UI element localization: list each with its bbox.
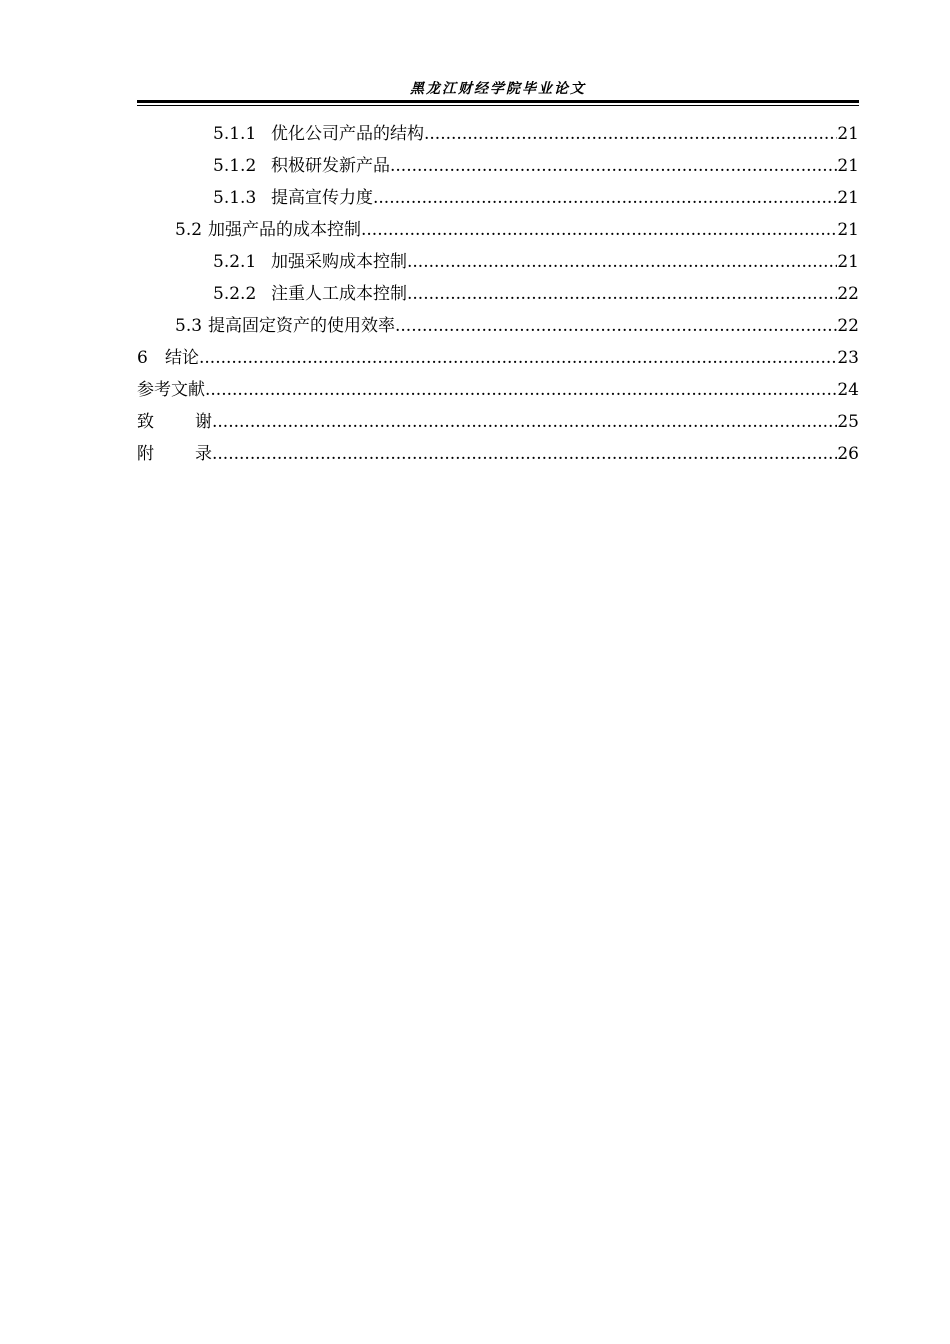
toc-entry[interactable] bbox=[213, 278, 859, 310]
toc-dot-leader bbox=[390, 150, 837, 182]
toc-dot-leader bbox=[199, 342, 837, 374]
toc-entry-title: 结论 bbox=[165, 348, 199, 368]
toc-entry-title bbox=[137, 406, 212, 438]
toc-entry-title: 参考文献 bbox=[137, 380, 205, 400]
header-rule-thin bbox=[137, 105, 859, 106]
toc-dot-leader bbox=[212, 438, 837, 470]
toc-dot-leader bbox=[361, 214, 837, 246]
toc-entry-title: 加强采购成本控制 bbox=[271, 252, 407, 272]
toc-entry-number: 5.3 bbox=[175, 316, 203, 336]
toc-entry[interactable] bbox=[137, 374, 859, 406]
toc-entry-page: 22 bbox=[837, 284, 859, 304]
toc-entry-title: 优化公司产品的结构 bbox=[271, 124, 424, 144]
page-header bbox=[137, 78, 859, 104]
toc-entry-title: 注重人工成本控制 bbox=[271, 284, 407, 304]
toc-entry-number: 5.1.1 bbox=[213, 124, 257, 144]
toc-entry-page: 25 bbox=[837, 412, 859, 432]
toc-entry[interactable] bbox=[175, 214, 859, 246]
toc-entry[interactable] bbox=[137, 438, 859, 470]
toc-entry-number: 5.2 bbox=[175, 220, 203, 240]
toc-entry[interactable] bbox=[213, 150, 859, 182]
toc-dot-leader bbox=[407, 246, 837, 278]
toc-dot-leader bbox=[373, 182, 837, 214]
toc-entry-number: 5.2.1 bbox=[213, 252, 257, 272]
toc-entry-title-char: 谢 bbox=[195, 412, 212, 432]
toc-entry-page: 21 bbox=[837, 124, 859, 144]
toc-entry-title: 提高宣传力度 bbox=[271, 188, 373, 208]
toc-entry[interactable] bbox=[175, 310, 859, 342]
toc-entry-number: 5.1.3 bbox=[213, 188, 257, 208]
toc-entry-title bbox=[137, 438, 212, 470]
toc-entry[interactable] bbox=[213, 182, 859, 214]
toc-entry-page: 21 bbox=[837, 156, 859, 176]
toc-entry[interactable] bbox=[213, 118, 859, 150]
header-rule-thick bbox=[137, 100, 859, 103]
toc-entry-page: 26 bbox=[837, 444, 859, 464]
toc-entry-number: 5.2.2 bbox=[213, 284, 257, 304]
toc-entry-title-char: 附 bbox=[137, 444, 154, 464]
toc-dot-leader bbox=[424, 118, 837, 150]
toc-entry-page: 23 bbox=[837, 348, 859, 368]
toc-entry-number: 5.1.2 bbox=[213, 156, 257, 176]
toc-entry[interactable] bbox=[213, 246, 859, 278]
toc-entry-title: 加强产品的成本控制 bbox=[208, 220, 361, 240]
toc-entry[interactable] bbox=[137, 342, 859, 374]
toc-dot-leader bbox=[212, 406, 837, 438]
toc-entry-title-char: 录 bbox=[195, 444, 212, 464]
toc-entry-page: 24 bbox=[837, 380, 859, 400]
toc-dot-leader bbox=[205, 374, 837, 406]
toc-entry-title: 提高固定资产的使用效率 bbox=[208, 316, 395, 336]
toc-entry-page: 22 bbox=[837, 316, 859, 336]
toc-entry[interactable] bbox=[137, 406, 859, 438]
toc-entry-page: 21 bbox=[837, 252, 859, 272]
toc-dot-leader bbox=[407, 278, 837, 310]
header-title: 黑龙江财经学院毕业论文 bbox=[410, 81, 586, 97]
toc-entry-title-char: 致 bbox=[137, 412, 154, 432]
toc-entry-page: 21 bbox=[837, 220, 859, 240]
toc-entry-number: 6 bbox=[137, 348, 148, 368]
toc-entry-page: 21 bbox=[837, 188, 859, 208]
toc-dot-leader bbox=[395, 310, 837, 342]
toc-entry-title: 积极研发新产品 bbox=[271, 156, 390, 176]
